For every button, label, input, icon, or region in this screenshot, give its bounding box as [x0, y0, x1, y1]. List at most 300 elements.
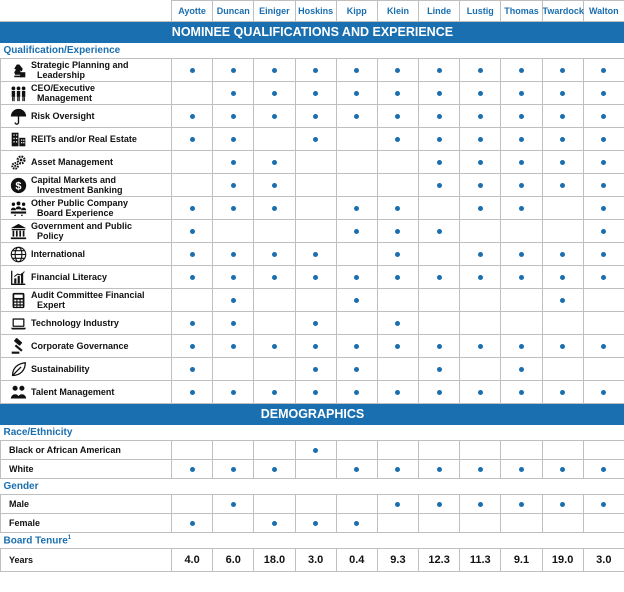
- check-dot: [272, 467, 277, 472]
- matrix-cell: [542, 151, 583, 174]
- matrix-cell: [460, 128, 501, 151]
- matrix-cell: [419, 312, 460, 335]
- matrix-cell: [254, 105, 295, 128]
- qualification-line1: Capital Markets and: [31, 175, 117, 185]
- matrix-cell: [501, 151, 542, 174]
- matrix-cell: [542, 441, 583, 460]
- qualification-label: [1, 175, 171, 195]
- matrix-cell: [295, 197, 336, 220]
- matrix-cell: [542, 197, 583, 220]
- matrix-cell: [583, 243, 624, 266]
- check-dot: [272, 206, 277, 211]
- matrix-cell: [583, 460, 624, 479]
- matrix-cell: [542, 243, 583, 266]
- matrix-cell: [295, 128, 336, 151]
- qualification-text: [31, 341, 129, 351]
- qualification-line2: Leadership: [37, 70, 86, 80]
- matrix-cell: [213, 220, 254, 243]
- gears-icon: [1, 154, 31, 171]
- matrix-cell: [295, 358, 336, 381]
- matrix-cell: [336, 197, 377, 220]
- qualification-line2: Investment Banking: [37, 185, 123, 195]
- check-dot: [437, 137, 442, 142]
- matrix-cell: [172, 514, 213, 533]
- matrix-cell: [254, 266, 295, 289]
- check-dot: [231, 321, 236, 326]
- qualification-row: [1, 289, 624, 312]
- matrix-cell: [213, 312, 254, 335]
- gender-row: [1, 495, 624, 514]
- matrix-cell: [377, 514, 418, 533]
- matrix-cell: [295, 82, 336, 105]
- check-dot: [478, 160, 483, 165]
- qualification-text: [31, 272, 107, 282]
- check-dot: [478, 114, 483, 119]
- matrix-cell: [419, 514, 460, 533]
- matrix-cell: [172, 441, 213, 460]
- check-dot: [354, 298, 359, 303]
- matrix-cell: [377, 460, 418, 479]
- check-dot: [560, 390, 565, 395]
- check-dot: [395, 91, 400, 96]
- check-dot: [272, 114, 277, 119]
- matrix-cell: [295, 174, 336, 197]
- matrix-cell: [295, 514, 336, 533]
- matrix-cell: [172, 335, 213, 358]
- qualification-text: [31, 175, 123, 195]
- dollar-coin-icon: [1, 177, 31, 194]
- check-dot: [437, 68, 442, 73]
- people-icon: [1, 384, 31, 401]
- check-dot: [313, 390, 318, 395]
- matrix-cell: [295, 381, 336, 404]
- qualification-label-cell: [1, 151, 172, 174]
- matrix-cell: [501, 197, 542, 220]
- matrix-cell: [295, 243, 336, 266]
- matrix-cell: [419, 289, 460, 312]
- check-dot: [190, 467, 195, 472]
- check-dot: [395, 114, 400, 119]
- qualification-label: [1, 338, 171, 355]
- matrix-cell: [336, 381, 377, 404]
- matrix-cell: [254, 82, 295, 105]
- matrix-cell: [377, 174, 418, 197]
- matrix-cell: [295, 312, 336, 335]
- matrix-cell: [254, 312, 295, 335]
- matrix-cell: [213, 243, 254, 266]
- qualification-line2: Board Experience: [37, 208, 114, 218]
- qualification-line1: International: [31, 249, 86, 259]
- check-dot: [231, 344, 236, 349]
- matrix-cell: [377, 151, 418, 174]
- matrix-cell: [254, 381, 295, 404]
- check-dot: [437, 344, 442, 349]
- check-dot: [519, 502, 524, 507]
- check-dot: [560, 467, 565, 472]
- chess-knight-icon: [1, 62, 31, 79]
- race-section-label: Race/Ethnicity: [1, 425, 624, 441]
- check-dot: [190, 521, 195, 526]
- matrix-cell: [377, 358, 418, 381]
- check-dot: [231, 467, 236, 472]
- check-dot: [437, 114, 442, 119]
- matrix-cell: [336, 105, 377, 128]
- check-dot: [601, 137, 606, 142]
- qualification-row: [1, 174, 624, 197]
- qualification-row: [1, 197, 624, 220]
- matrix-cell: [377, 495, 418, 514]
- matrix-cell: [377, 197, 418, 220]
- matrix-cell: [295, 220, 336, 243]
- matrix-cell: [336, 151, 377, 174]
- matrix-cell: [501, 460, 542, 479]
- matrix-cell: [542, 266, 583, 289]
- matrix-cell: [583, 82, 624, 105]
- matrix-cell: [460, 358, 501, 381]
- nominee-name: Lustig: [460, 1, 501, 22]
- check-dot: [560, 91, 565, 96]
- matrix-cell: [583, 220, 624, 243]
- matrix-cell: [213, 59, 254, 82]
- matrix-cell: [254, 460, 295, 479]
- header-blank: [1, 1, 172, 22]
- nominee-name: Linde: [419, 1, 460, 22]
- matrix-cell: [542, 335, 583, 358]
- matrix-cell: [542, 495, 583, 514]
- tenure-years-row: [1, 549, 624, 572]
- qualification-row: [1, 59, 624, 82]
- check-dot: [437, 229, 442, 234]
- qualification-row: [1, 358, 624, 381]
- qualification-label-cell: [1, 381, 172, 404]
- matrix-cell: [336, 514, 377, 533]
- check-dot: [560, 275, 565, 280]
- qualification-label-cell: [1, 243, 172, 266]
- check-dot: [437, 183, 442, 188]
- matrix-cell: [501, 335, 542, 358]
- check-dot: [519, 367, 524, 372]
- check-dot: [272, 252, 277, 257]
- matrix-cell: [336, 335, 377, 358]
- matrix-cell: [295, 151, 336, 174]
- matrix-cell: [583, 381, 624, 404]
- check-dot: [190, 344, 195, 349]
- check-dot: [190, 206, 195, 211]
- qualifications-banner: [1, 22, 624, 43]
- matrix-cell: [583, 266, 624, 289]
- matrix-cell: [377, 220, 418, 243]
- matrix-cell: [419, 128, 460, 151]
- nominee-header-row: [1, 1, 624, 22]
- qualification-label-cell: [1, 82, 172, 105]
- matrix-cell: [254, 358, 295, 381]
- check-dot: [560, 502, 565, 507]
- tenure-value: 11.3: [460, 549, 501, 572]
- qualification-section-row: [1, 43, 624, 59]
- check-dot: [437, 390, 442, 395]
- laptop-icon: [1, 315, 31, 332]
- race-row: [1, 441, 624, 460]
- qualification-label: [1, 60, 171, 80]
- matrix-cell: [542, 358, 583, 381]
- check-dot: [519, 467, 524, 472]
- qualification-text: [31, 157, 113, 167]
- qualification-text: [31, 198, 128, 218]
- check-dot: [313, 275, 318, 280]
- matrix-cell: [460, 105, 501, 128]
- tenure-value: 9.1: [501, 549, 542, 572]
- matrix-cell: [254, 128, 295, 151]
- matrix-cell: [213, 358, 254, 381]
- tenure-footnote-marker: 1: [67, 534, 72, 541]
- matrix-cell: [583, 358, 624, 381]
- matrix-cell: [254, 197, 295, 220]
- matrix-cell: [377, 335, 418, 358]
- gender-section-label: Gender: [1, 479, 624, 495]
- qualification-text: [31, 83, 95, 103]
- check-dot: [354, 344, 359, 349]
- matrix-cell: [213, 197, 254, 220]
- demographics-banner: [1, 404, 624, 425]
- check-dot: [231, 252, 236, 257]
- check-dot: [560, 68, 565, 73]
- qualification-text: [31, 134, 137, 144]
- check-dot: [478, 137, 483, 142]
- matrix-cell: [460, 460, 501, 479]
- matrix-cell: [583, 312, 624, 335]
- matrix-cell: [172, 358, 213, 381]
- check-dot: [272, 521, 277, 526]
- nominee-name: Ayotte: [172, 1, 213, 22]
- matrix-cell: [336, 441, 377, 460]
- demographics-heading: DEMOGRAPHICS: [1, 404, 624, 425]
- check-dot: [313, 137, 318, 142]
- qualification-row: [1, 312, 624, 335]
- matrix-cell: [419, 174, 460, 197]
- qualification-line1: Asset Management: [31, 157, 114, 167]
- check-dot: [272, 68, 277, 73]
- qualification-label-cell: [1, 174, 172, 197]
- matrix-cell: [419, 243, 460, 266]
- check-dot: [519, 206, 524, 211]
- matrix-cell: [213, 128, 254, 151]
- matrix-cell: [172, 128, 213, 151]
- matrix-cell: [583, 128, 624, 151]
- matrix-cell: [172, 243, 213, 266]
- matrix-cell: [172, 495, 213, 514]
- matrix-cell: [460, 289, 501, 312]
- umbrella-icon: [1, 108, 31, 125]
- check-dot: [519, 252, 524, 257]
- check-dot: [437, 367, 442, 372]
- matrix-cell: [336, 312, 377, 335]
- matrix-cell: [377, 82, 418, 105]
- matrix-cell: [583, 59, 624, 82]
- check-dot: [313, 252, 318, 257]
- check-dot: [313, 91, 318, 96]
- check-dot: [601, 91, 606, 96]
- qualification-row: [1, 220, 624, 243]
- check-dot: [231, 390, 236, 395]
- check-dot: [601, 275, 606, 280]
- gender-section-row: [1, 479, 624, 495]
- nominee-name: Einiger: [254, 1, 295, 22]
- qualification-line2: Expert: [37, 300, 66, 310]
- check-dot: [437, 502, 442, 507]
- matrix-cell: [419, 82, 460, 105]
- matrix-cell: [254, 220, 295, 243]
- check-dot: [354, 390, 359, 395]
- gender-row-label: Female: [1, 514, 172, 533]
- matrix-cell: [460, 174, 501, 197]
- matrix-cell: [583, 151, 624, 174]
- check-dot: [231, 298, 236, 303]
- check-dot: [560, 114, 565, 119]
- matrix-cell: [501, 220, 542, 243]
- check-dot: [395, 68, 400, 73]
- check-dot: [272, 344, 277, 349]
- check-dot: [395, 344, 400, 349]
- calculator-icon: [1, 292, 31, 309]
- qualification-label: [1, 269, 171, 286]
- matrix-cell: [295, 266, 336, 289]
- check-dot: [231, 137, 236, 142]
- check-dot: [519, 390, 524, 395]
- check-dot: [601, 160, 606, 165]
- qualification-line1: Talent Management: [31, 387, 115, 397]
- svg-text:$: $: [14, 179, 22, 192]
- qualification-label-cell: [1, 128, 172, 151]
- gavel-icon: [1, 338, 31, 355]
- check-dot: [313, 68, 318, 73]
- check-dot: [313, 448, 318, 453]
- tenure-value: 3.0: [583, 549, 624, 572]
- matrix-cell: [419, 59, 460, 82]
- matrix-cell: [172, 312, 213, 335]
- matrix-cell: [336, 358, 377, 381]
- matrix-cell: [501, 441, 542, 460]
- qualification-label: [1, 361, 171, 378]
- check-dot: [354, 467, 359, 472]
- matrix-cell: [377, 289, 418, 312]
- qualification-label: [1, 221, 171, 241]
- check-dot: [519, 275, 524, 280]
- matrix-cell: [501, 82, 542, 105]
- check-dot: [231, 275, 236, 280]
- check-dot: [478, 344, 483, 349]
- check-dot: [478, 390, 483, 395]
- matrix-cell: [542, 289, 583, 312]
- executives-icon: [1, 85, 31, 102]
- matrix-cell: [583, 105, 624, 128]
- matrix-cell: [213, 266, 254, 289]
- matrix-cell: [542, 312, 583, 335]
- gender-row: [1, 514, 624, 533]
- check-dot: [601, 502, 606, 507]
- qualification-label: [1, 198, 171, 218]
- check-dot: [313, 367, 318, 372]
- race-row-label: Black or African American: [1, 441, 172, 460]
- matrix-cell: [460, 82, 501, 105]
- qualification-label-cell: [1, 220, 172, 243]
- check-dot: [560, 344, 565, 349]
- matrix-cell: [295, 460, 336, 479]
- tenure-value: 18.0: [254, 549, 295, 572]
- check-dot: [231, 502, 236, 507]
- check-dot: [190, 137, 195, 142]
- qualification-label: [1, 131, 171, 148]
- tenure-value: 4.0: [172, 549, 213, 572]
- qualification-row: [1, 105, 624, 128]
- matrix-cell: [213, 151, 254, 174]
- matrix-cell: [254, 289, 295, 312]
- matrix-cell: [460, 220, 501, 243]
- nominee-name: Thomas: [501, 1, 542, 22]
- check-dot: [354, 229, 359, 234]
- matrix-cell: [336, 243, 377, 266]
- matrix-cell: [419, 495, 460, 514]
- tenure-section-row: [1, 533, 624, 549]
- check-dot: [601, 229, 606, 234]
- matrix-cell: [336, 220, 377, 243]
- qualification-text: [31, 387, 114, 397]
- group-icon: [1, 200, 31, 217]
- matrix-cell: [542, 174, 583, 197]
- check-dot: [560, 160, 565, 165]
- qualification-text: [31, 290, 145, 310]
- qualification-row: [1, 381, 624, 404]
- matrix-cell: [172, 197, 213, 220]
- check-dot: [395, 252, 400, 257]
- check-dot: [190, 252, 195, 257]
- check-dot: [313, 344, 318, 349]
- matrix-cell: [336, 266, 377, 289]
- matrix-cell: [254, 174, 295, 197]
- matrix-cell: [419, 266, 460, 289]
- matrix-cell: [501, 289, 542, 312]
- check-dot: [601, 467, 606, 472]
- check-dot: [519, 137, 524, 142]
- matrix-cell: [295, 495, 336, 514]
- check-dot: [478, 252, 483, 257]
- matrix-cell: [583, 289, 624, 312]
- check-dot: [560, 183, 565, 188]
- globe-icon: [1, 246, 31, 263]
- matrix-cell: [213, 289, 254, 312]
- qualification-line1: Audit Committee Financial: [31, 290, 145, 300]
- check-dot: [313, 114, 318, 119]
- matrix-cell: [295, 441, 336, 460]
- matrix-cell: [542, 82, 583, 105]
- matrix-cell: [377, 128, 418, 151]
- matrix-cell: [419, 105, 460, 128]
- leaf-icon: [1, 361, 31, 378]
- check-dot: [190, 68, 195, 73]
- check-dot: [354, 206, 359, 211]
- matrix-cell: [419, 460, 460, 479]
- matrix-cell: [295, 59, 336, 82]
- check-dot: [437, 91, 442, 96]
- qualification-label-cell: [1, 266, 172, 289]
- qualification-line1: CEO/Executive: [31, 83, 96, 93]
- matrix-cell: [295, 289, 336, 312]
- matrix-cell: [254, 335, 295, 358]
- check-dot: [478, 206, 483, 211]
- matrix-cell: [460, 151, 501, 174]
- qualification-label: [1, 154, 171, 171]
- matrix-cell: [254, 514, 295, 533]
- check-dot: [313, 321, 318, 326]
